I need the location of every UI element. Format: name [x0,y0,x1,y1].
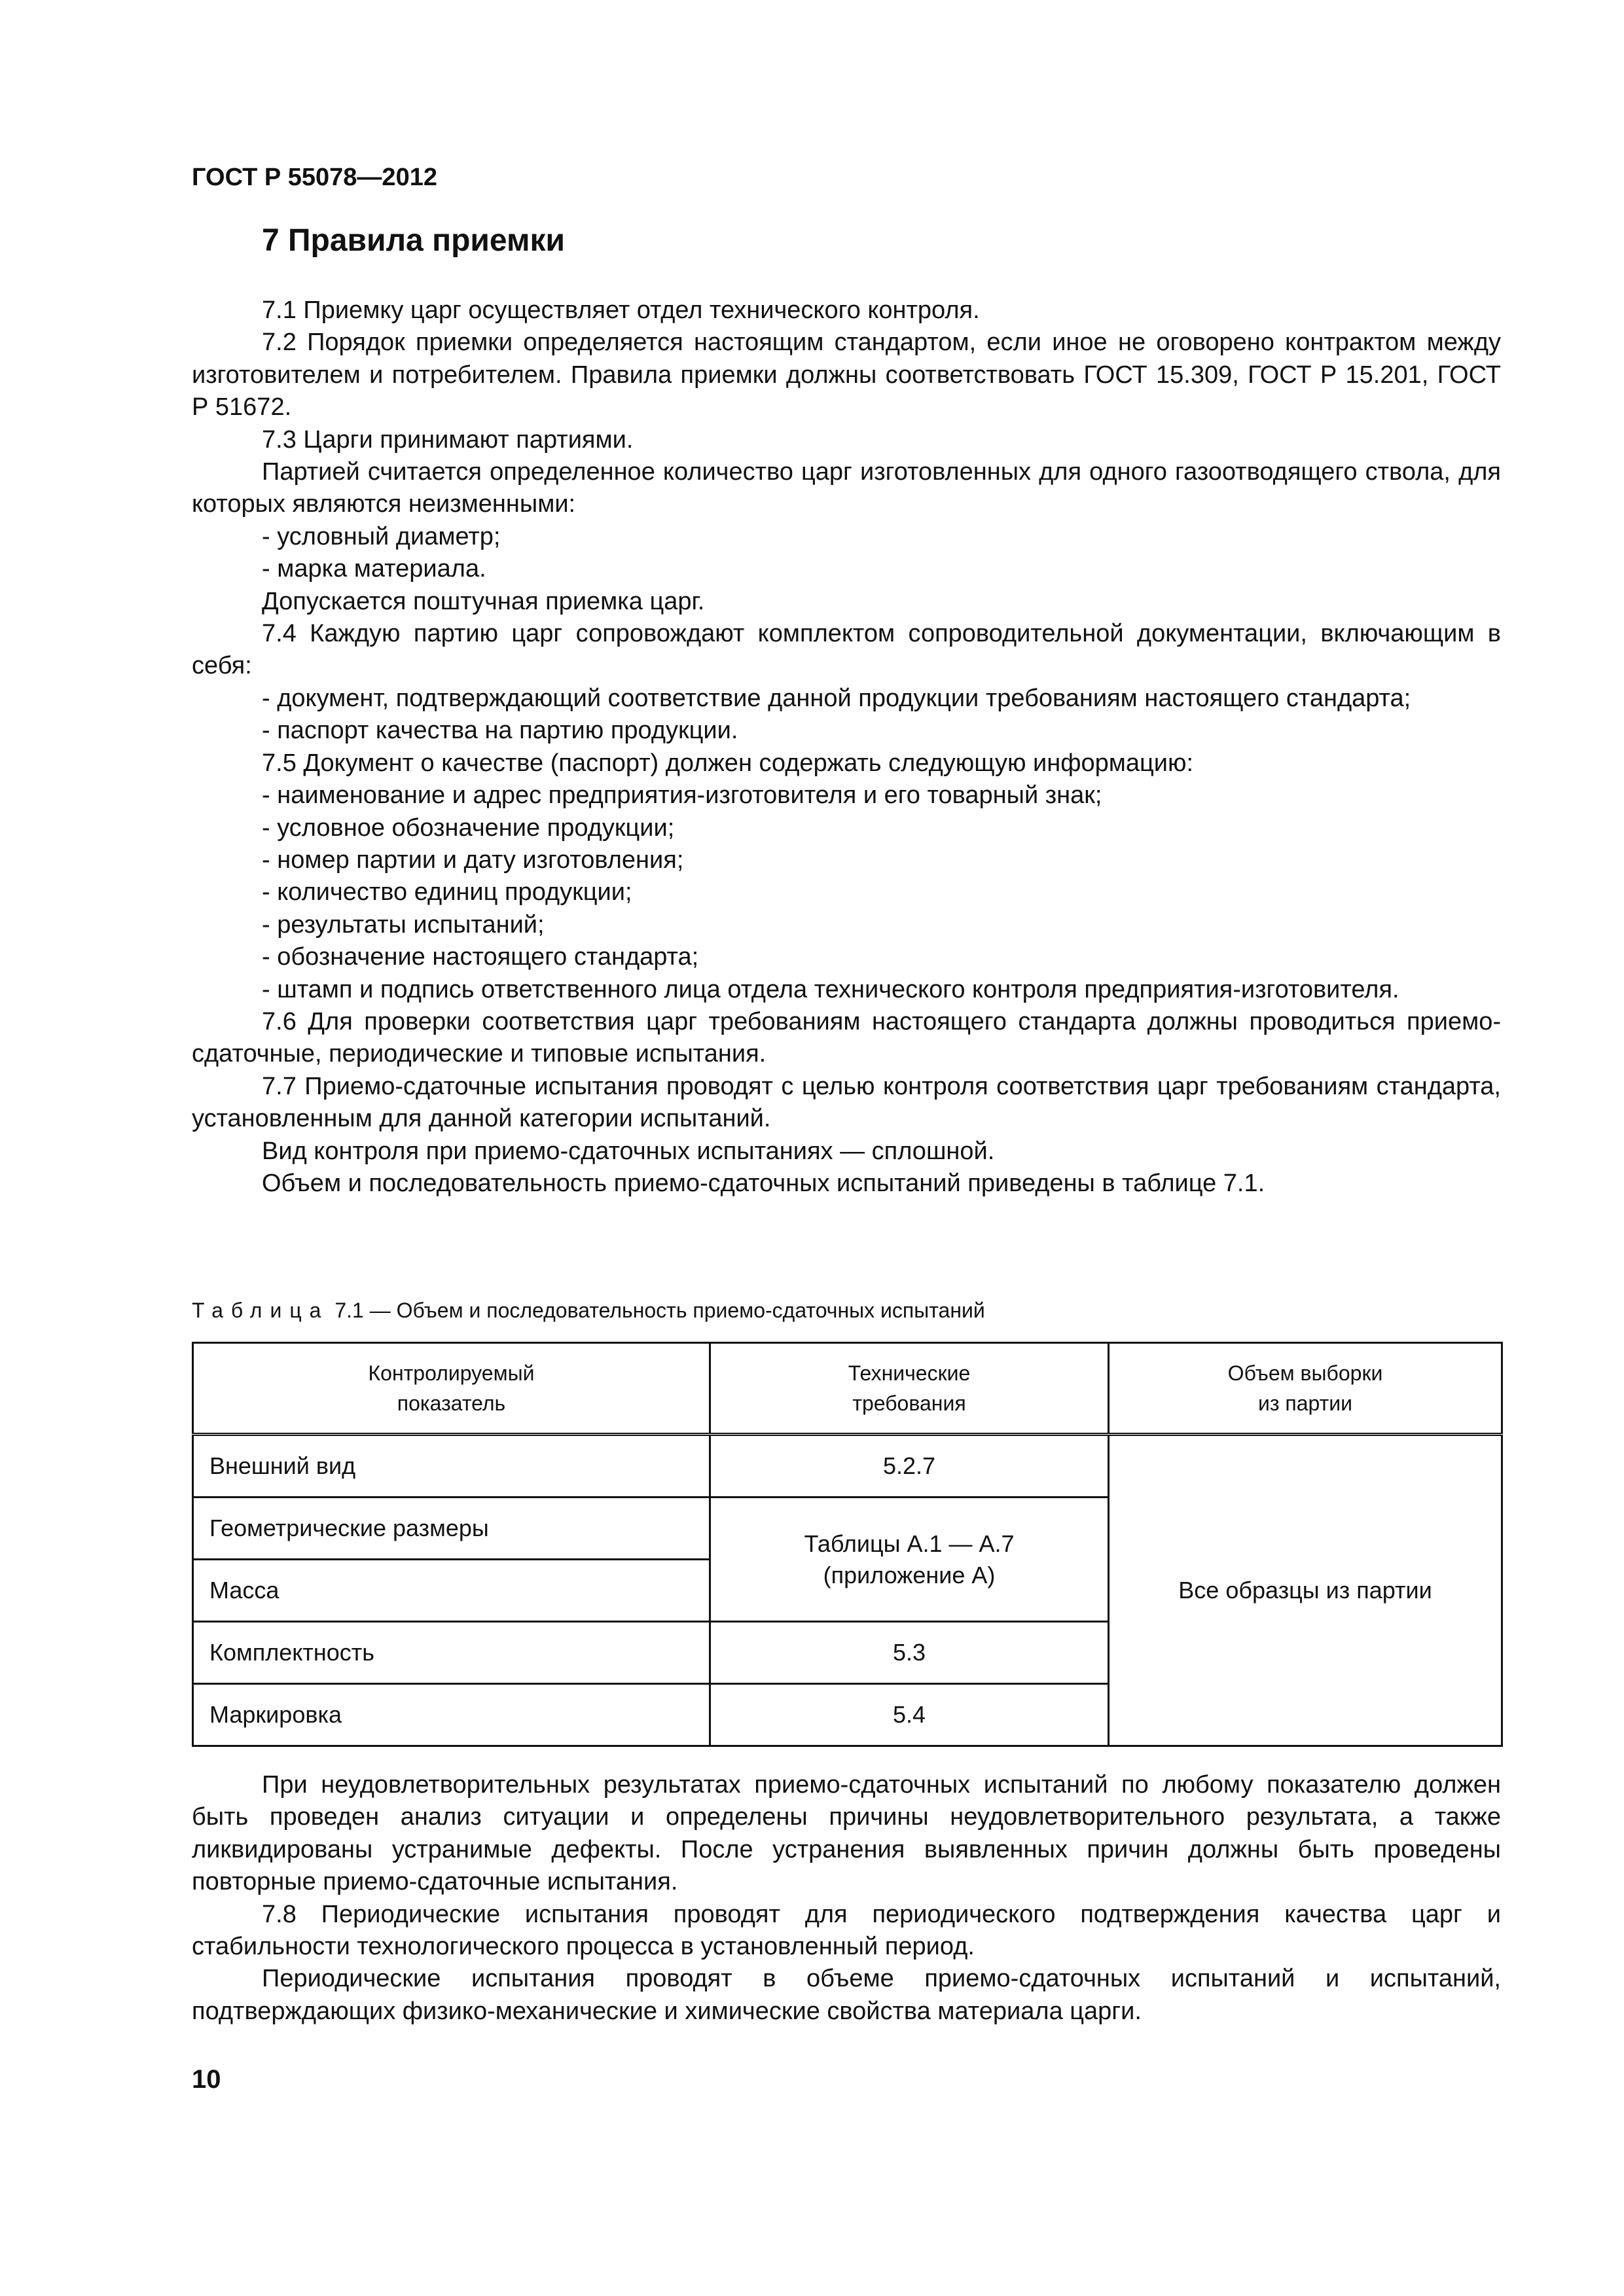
table-caption-label: Таблица [192,1299,329,1322]
paragraph: 7.8 Периодические испытания проводят для периодического подтверждения качества царг и стабильности технологического процесса в установленный период. [192,1900,1501,1961]
paragraph: 7.3 Царги принимают партиями. [262,425,634,454]
requirement-text: Таблицы А.1 — А.7 (приложение А) [804,1530,1015,1588]
indicator-cell: Геометрические размеры [193,1498,710,1560]
section-title: 7 Правила приемки [262,223,566,258]
indicator-cell: Внешний вид [193,1435,710,1498]
requirement-cell: 5.4 [710,1684,1109,1746]
list-item: - результаты испытаний; [262,910,545,939]
list-item: - номер партии и дату изготовления; [262,846,684,874]
requirement-cell [710,1498,1109,1622]
paragraph: 7.1 Приемку царг осуществляет отдел технического контроля. [262,296,980,324]
list-item: - обозначение настоящего стандарта; [262,943,699,971]
paragraph: При неудовлетворительных результатах приемо-сдаточных испытаний по любому показателю должен быть проведен анализ ситуации и определены причины неудовлетворительного результата, а также ликвидированы устранимые дефекты. После устранения выявленных причин должны быть проведены повторные приемо-сдаточные испытания. [192,1771,1501,1896]
column-header-text: Объем выборки из партии [1227,1361,1383,1415]
document-header: ГОСТ Р 55078—2012 [192,164,437,191]
list-item: - условный диаметр; [262,522,501,550]
requirement-cell: 5.2.7 [710,1435,1109,1498]
list-item: - количество единиц продукции; [262,878,632,906]
body-text [192,295,1501,1200]
list-item: - паспорт качества на партию продукции. [262,717,738,745]
requirement-cell: 5.3 [710,1622,1109,1684]
list-item: - документ, подтверждающий соответствие данной продукции требованиям настоящего стандарта; [262,684,1411,712]
table-header-row [193,1343,1502,1435]
table-caption [192,1299,985,1323]
list-item: - марка материала. [262,555,486,583]
sample-volume-cell: Все образцы из партии [1109,1435,1502,1746]
column-header [710,1343,1109,1435]
list-item: - условное обозначение продукции; [262,814,675,842]
paragraph: 7.2 Порядок приемки определяется настоящим стандартом, если иное не оговорено контрактом между изготовителем и потребителем. Правила приемки должны соответствовать ГОСТ 15.309, ГОСТ Р 15.201, ГОСТ Р 51672. [192,329,1501,422]
paragraph: 7.6 Для проверки соответствия царг требованиям настоящего стандарта должны проводиться приемо-сдаточные, периодические и типовые испытания. [192,1007,1501,1068]
paragraph: Партией считается определенное количество царг изготовленных для одного газоотводящего ствола, для которых являются неизменными: [192,458,1501,518]
paragraph: 7.7 Приемо-сдаточные испытания проводят с целью контроля соответствия царг требованиям стандарта, установленным для данной категории испытаний. [192,1072,1501,1133]
paragraph: Допускается поштучная приемка царг. [262,587,705,615]
acceptance-tests-table [192,1342,1503,1747]
list-item: - штамп и подпись ответственного лица отдела технического контроля предприятия-изготовителя. [262,975,1399,1003]
paragraph: Вид контроля при приемо-сдаточных испытаниях — сплошной. [262,1137,995,1165]
column-header-text: Технические требования [848,1361,971,1415]
indicator-cell: Комплектность [193,1622,710,1684]
paragraph: 7.5 Документ о качестве (паспорт) должен содержать следующую информацию: [262,749,1194,777]
paragraph: Периодические испытания проводят в объеме приемо-сдаточных испытаний и испытаний, подтверждающих физико-механические и химические свойства материала царги. [192,1965,1501,2025]
indicator-cell: Маркировка [193,1684,710,1746]
paragraph: Объем и последовательность приемо-сдаточных испытаний приведены в таблице 7.1. [262,1169,1265,1197]
column-header [1109,1343,1502,1435]
column-header-text: Контролируемый показатель [368,1361,535,1415]
page-number: 10 [192,2065,221,2094]
indicator-cell: Масса [193,1560,710,1622]
after-table-text [192,1769,1501,2028]
list-item: - наименование и адрес предприятия-изготовителя и его товарный знак; [262,781,1102,810]
table-caption-text: 7.1 — Объем и последовательность приемо-сдаточных испытаний [334,1299,985,1322]
paragraph: 7.4 Каждую партию царг сопровождают комплектом сопроводительной документации, включающим в себя: [192,620,1501,680]
table-row [193,1435,1502,1498]
column-header [193,1343,710,1435]
